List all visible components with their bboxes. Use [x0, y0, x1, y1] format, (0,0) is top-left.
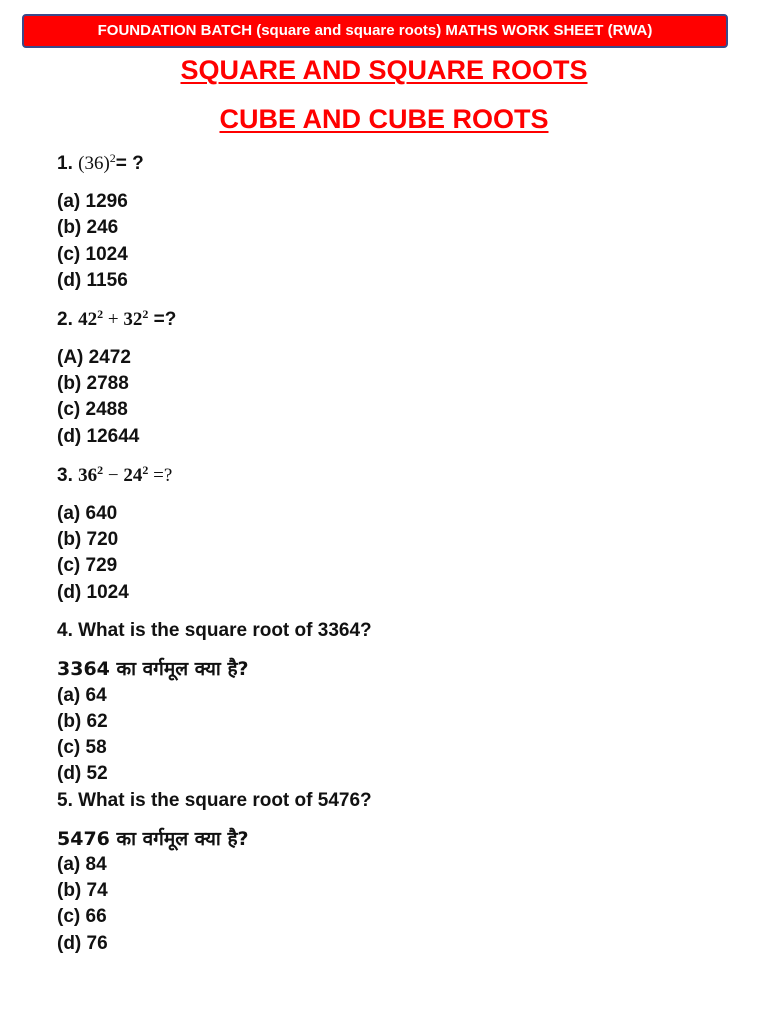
option-3a: (a) 640 [57, 503, 118, 524]
option-1b: (b) 246 [57, 217, 119, 238]
question-suffix: =? [148, 309, 177, 330]
option-5a: (a) 84 [57, 854, 107, 875]
option-2b: (b) 2788 [57, 373, 129, 394]
option-5d: (d) 76 [57, 933, 108, 954]
option-4c: (c) 58 [57, 737, 107, 758]
math-expression: $36^2 - 24^2$ =? [78, 463, 173, 486]
question-suffix: = ? [115, 153, 144, 174]
question-1 [57, 152, 144, 176]
option-2d: (d) 12644 [57, 426, 140, 447]
question-number: 2. [57, 309, 73, 330]
question-number: 3. [57, 465, 73, 486]
option-4a: (a) 64 [57, 685, 107, 706]
option-5b: (b) 74 [57, 880, 108, 901]
option-3b: (b) 720 [57, 529, 119, 550]
option-1d: (d) 1156 [57, 270, 128, 291]
option-3c: (c) 729 [57, 555, 118, 576]
option-2a: (A) 2472 [57, 347, 131, 368]
option-4d: (d) 52 [57, 763, 108, 784]
question-5-hindi: 5476 का वर्गमूल क्या है? [57, 828, 249, 850]
option-1a: (a) 1296 [57, 191, 128, 212]
question-4-hindi: 3364 का वर्गमूल क्या है? [57, 658, 249, 680]
question-2 [57, 308, 176, 332]
question-5: 5. What is the square root of 5476? [57, 790, 372, 811]
page-title-square: SQUARE AND SQUARE ROOTS [180, 55, 588, 85]
option-2c: (c) 2488 [57, 399, 128, 420]
math-expression: $42^2 + 32^2$ [78, 307, 149, 330]
option-4b: (b) 62 [57, 711, 108, 732]
question-number: 1. [57, 153, 73, 174]
option-1c: (c) 1024 [57, 244, 128, 265]
question-3 [57, 464, 172, 488]
math-expression: $(36)^2$ [78, 151, 116, 174]
option-5c: (c) 66 [57, 906, 107, 927]
option-3d: (d) 1024 [57, 582, 129, 603]
question-4: 4. What is the square root of 3364? [57, 620, 372, 641]
worksheet-banner: FOUNDATION BATCH (square and square roots) MATHS WORK SHEET (RWA) [22, 14, 728, 48]
page-title-cube: CUBE AND CUBE ROOTS [219, 104, 549, 134]
